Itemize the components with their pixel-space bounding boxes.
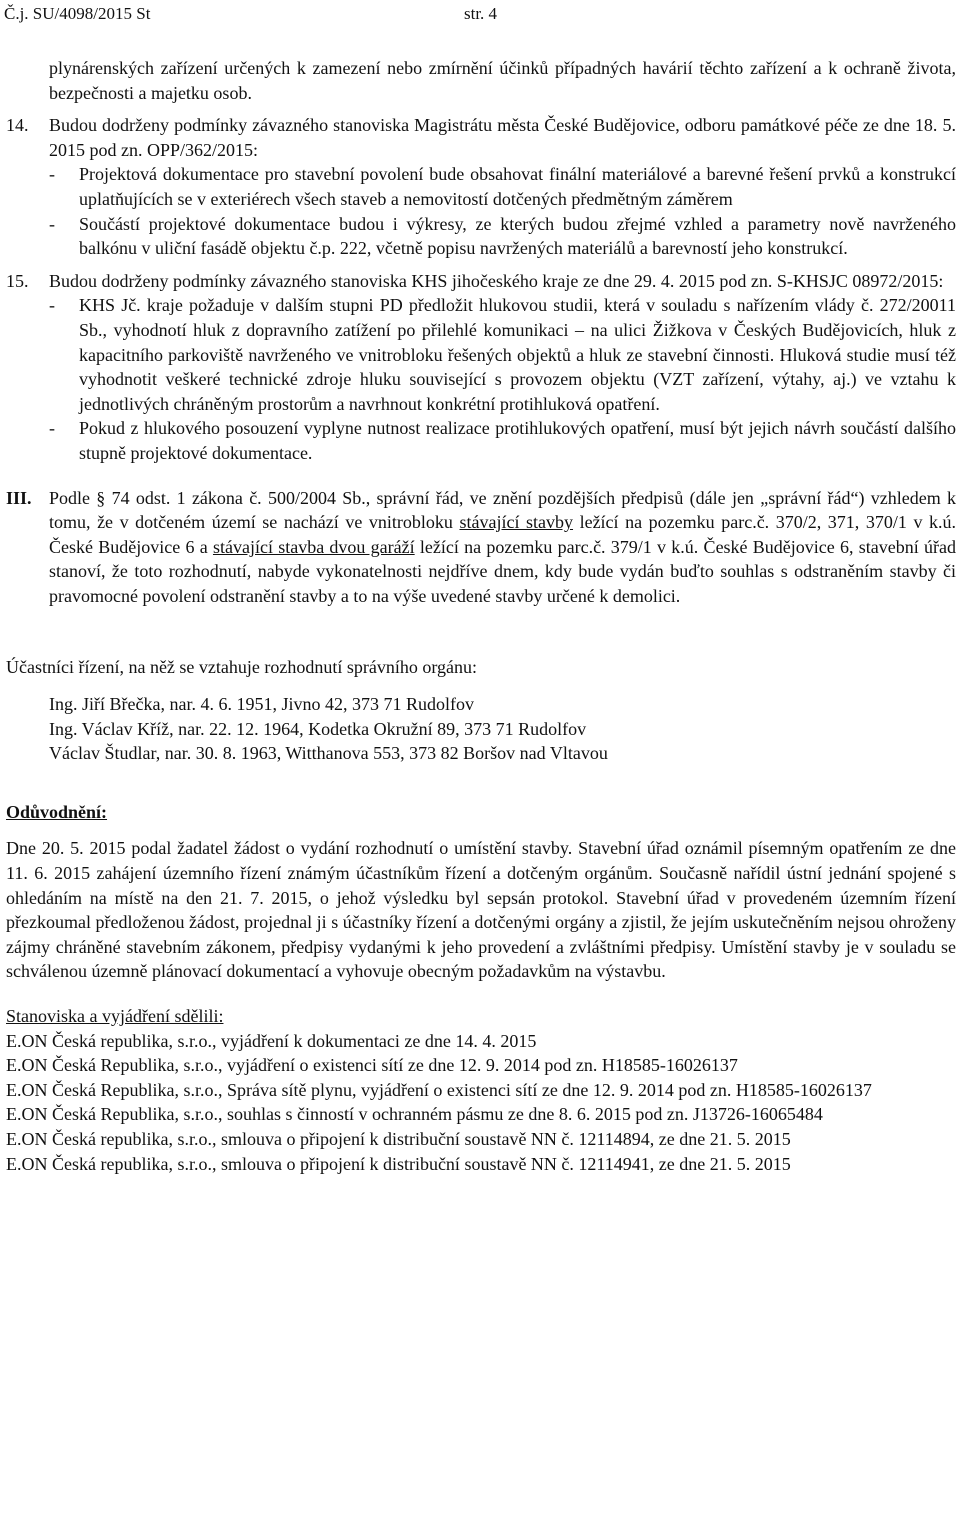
participant-2: Ing. Václav Kříž, nar. 22. 12. 1964, Kodetka Okružní 89, 373 71 Rudolfov [49, 718, 587, 739]
document-body [6, 56, 956, 1176]
item-15-bullet-2-text: Pokud z hlukového posouzení vyplyne nutnost realizace protihlukových opatření, musí být jejich návrh součástí dalšího stupně projektové dokumentace. [79, 418, 956, 463]
statements-heading: Stanoviska a vyjádření sdělili: [6, 1006, 224, 1026]
statement-5: E.ON Česká republika, s.r.o., smlouva o připojení k distribuční soustavě NN č. 12114894, ze dne 21. 5. 2015 [6, 1128, 791, 1149]
item-14-bullet-1: - Projektová dokumentace pro stavební povolení bude obsahovat finální materiálové a barevné řešení prvků a konstrukcí uplatňujících se v exteriérech všech staveb a nemovitostí dotčených předmětným záměrem [49, 164, 956, 209]
statement-4: E.ON Česká Republika, s.r.o., souhlas s činností v ochranném pásmu ze dne 8. 6. 2015 pod zn. J13726-16065484 [6, 1104, 823, 1125]
section-iii-text-2: ležící na pozemku parc.č. 370/2, 371, 370/1 v k.ú. České Budějovice 6 a [49, 512, 957, 557]
item-14 [6, 113, 956, 261]
section-iii-text-3: ležící na pozemku parc.č. 379/1 v k.ú. České Budějovice 6, stavební úřad stanoví, že toto rozhodnutí, nabyde vykonatelnosti nejdříve dnem, kdy bude vydán buďto souhlas s odstraněním stavby či pravomocné povolení odstranění stavby a to na výše uvedené stavby určené k demolici. [49, 536, 956, 606]
section-iii-text-1: Podle § 74 odst. 1 zákona č. 500/2004 Sb., správní řád, ve znění pozdějších předpisů (dále jen „správní řád“) vzhledem k tomu, že v dotčeném území se nachází ve vnitrobloku [49, 487, 956, 533]
statement-3: E.ON Česká Republika, s.r.o., Správa sítě plynu, vyjádření o existenci sítí ze dne 12. 9. 2014 pod zn. H18585-16026137 [6, 1079, 872, 1100]
participants-heading: Účastníci řízení, na něž se vztahuje rozhodnutí správního orgánu: [6, 657, 478, 678]
statements-list [6, 1029, 956, 1177]
item-13-text: plynárenských zařízení určených k zamezení nebo zmírnění účinků případných havárií těchto zařízení a k ochraně života, bezpečnosti a majetku osob. [49, 58, 956, 103]
statement-2: E.ON Česká Republika, s.r.o., vyjádření o existenci sítí ze dne 12. 9. 2014 pod zn. H18585-16026137 [6, 1055, 738, 1076]
item-15-number: 15. [6, 270, 29, 291]
section-iii [6, 486, 956, 609]
participants-list [6, 692, 956, 766]
item-13-continuation [6, 56, 956, 105]
document-reference: Č.j. SU/4098/2015 St [4, 4, 151, 23]
section-iii-number: III. [6, 487, 32, 508]
item-15-bullet-2: - Pokud z hlukového posouzení vyplyne nutnost realizace protihlukových opatření, musí být jejich návrh součástí dalšího stupně projektové dokumentace. [49, 418, 956, 463]
item-14-number: 14. [6, 115, 29, 136]
item-14-bullet-2-text: Součástí projektové dokumentace budou i výkresy, ze kterých budou zřejmé vzhled a parametry nově navrženého balkónu v uliční fasádě objektu č.p. 222, včetně popisu navržených materiálů a barevností jeho konstrukcí. [79, 213, 956, 259]
statement-1: E.ON Česká republika, s.r.o., vyjádření k dokumentaci ze dne 14. 4. 2015 [6, 1030, 537, 1051]
section-iii-underlined-2: stávající stavba dvou garáží [212, 536, 415, 557]
participant-3: Václav Študlar, nar. 30. 8. 1963, Witthanova 553, 373 82 Boršov nad Vltavou [49, 743, 608, 764]
item-15 [6, 269, 956, 466]
page-number: str. 4 [464, 4, 498, 23]
reasoning-heading: Odůvodnění: [6, 801, 108, 822]
page-header [4, 2, 497, 26]
participant-1: Ing. Jiří Břečka, nar. 4. 6. 1951, Jivno 42, 373 71 Rudolfov [49, 694, 474, 715]
statement-6: E.ON Česká republika, s.r.o., smlouva o připojení k distribuční soustavě NN č. 12114941, ze dne 21. 5. 2015 [6, 1153, 791, 1174]
item-15-bullet-1: - KHS Jč. kraje požaduje v dalším stupni PD předložit hlukovou studii, která v souladu s nařízením vlády č. 272/20011 Sb., vyhodnotí hluk z dopravního zatížení po přilehlé komunikaci – na ulici Žižkova v Českých Budějovicích, hluk z kapacitního parkoviště navrženého ve vnitrobloku řešených objektů a hluk ze stavební činnosti. Hluková studie musí též vyhodnotit veškeré technické zdroje hluku související s provozem objektu (VZT zařízení, výtahy, aj.) ve vztahu k jednotlivých chráněným prostorům a navrhnout konkrétní protihluková opatření. [49, 295, 956, 414]
section-iii-underlined-1: stávající stavby [459, 512, 574, 533]
item-14-bullet-1-text: Projektová dokumentace pro stavební povolení bude obsahovat finální materiálové a barevné řešení prvků a konstrukcí uplatňujících se v exteriérech všech staveb a nemovitostí dotčených předmětným záměrem [79, 164, 956, 209]
item-15-bullet-1-text: KHS Jč. kraje požaduje v dalším stupni PD předložit hlukovou studii, která v souladu s nařízením vlády č. 272/20011 Sb., vyhodnotí hluk z dopravního zatížení po přilehlé komunikaci – na ulici Žižkova v Českých Budějovicích, hluk z kapacitního parkoviště navrženého ve vnitrobloku řešených objektů a hluk ze stavební činnosti. Hluková studie musí též vyhodnotit veškeré technické zdroje hluku související s provozem objektu (VZT zařízení, výtahy, aj.) ve vztahu k jednotlivých chráněným prostorům a navrhnout konkrétní protihluková opatření. [79, 295, 956, 414]
reasoning-text: Dne 20. 5. 2015 podal žadatel žádost o vydání rozhodnutí o umístění stavby. Stavební úřad oznámil písemným opatřením ze dne 11. 6. 2015 zahájení územního řízení známým účastníkům řízení a dotčeným orgánům. Současně nařídil ústní jednání spojené s ohledáním na místě na den 21. 7. 2015, o jehož výsledku byl sepsán protokol. Stavební úřad v provedeném územním řízení přezkoumal předloženou žádost, projednal ji s účastníky řízení a dotčenými orgány a zjistil, že jejím uskutečněním nejsou ohroženy zájmy chráněné stavebním zákonem, předpisy vydanými k jeho provedení a zvláštními předpisy. Umístění stavby je v souladu se schválenou územně plánovací dokumentací a vyhovuje obecným požadavkům na výstavbu. [6, 838, 956, 982]
item-14-text: Budou dodrženy podmínky závazného stanoviska Magistrátu města České Budějovice, odboru památkové péče ze dne 18. 5. 2015 pod zn. OPP/362/2015: [49, 115, 956, 160]
item-15-text: Budou dodrženy podmínky závazného stanoviska KHS jihočeského kraje ze dne 29. 4. 2015 pod zn. S-KHSJC 08972/2015: [49, 270, 944, 291]
item-14-bullet-2: - Součástí projektové dokumentace budou i výkresy, ze kterých budou zřejmé vzhled a parametry nově navrženého balkónu v uliční fasádě objektu č.p. 222, včetně popisu navržených materiálů a barevností jeho konstrukcí. [49, 213, 956, 259]
